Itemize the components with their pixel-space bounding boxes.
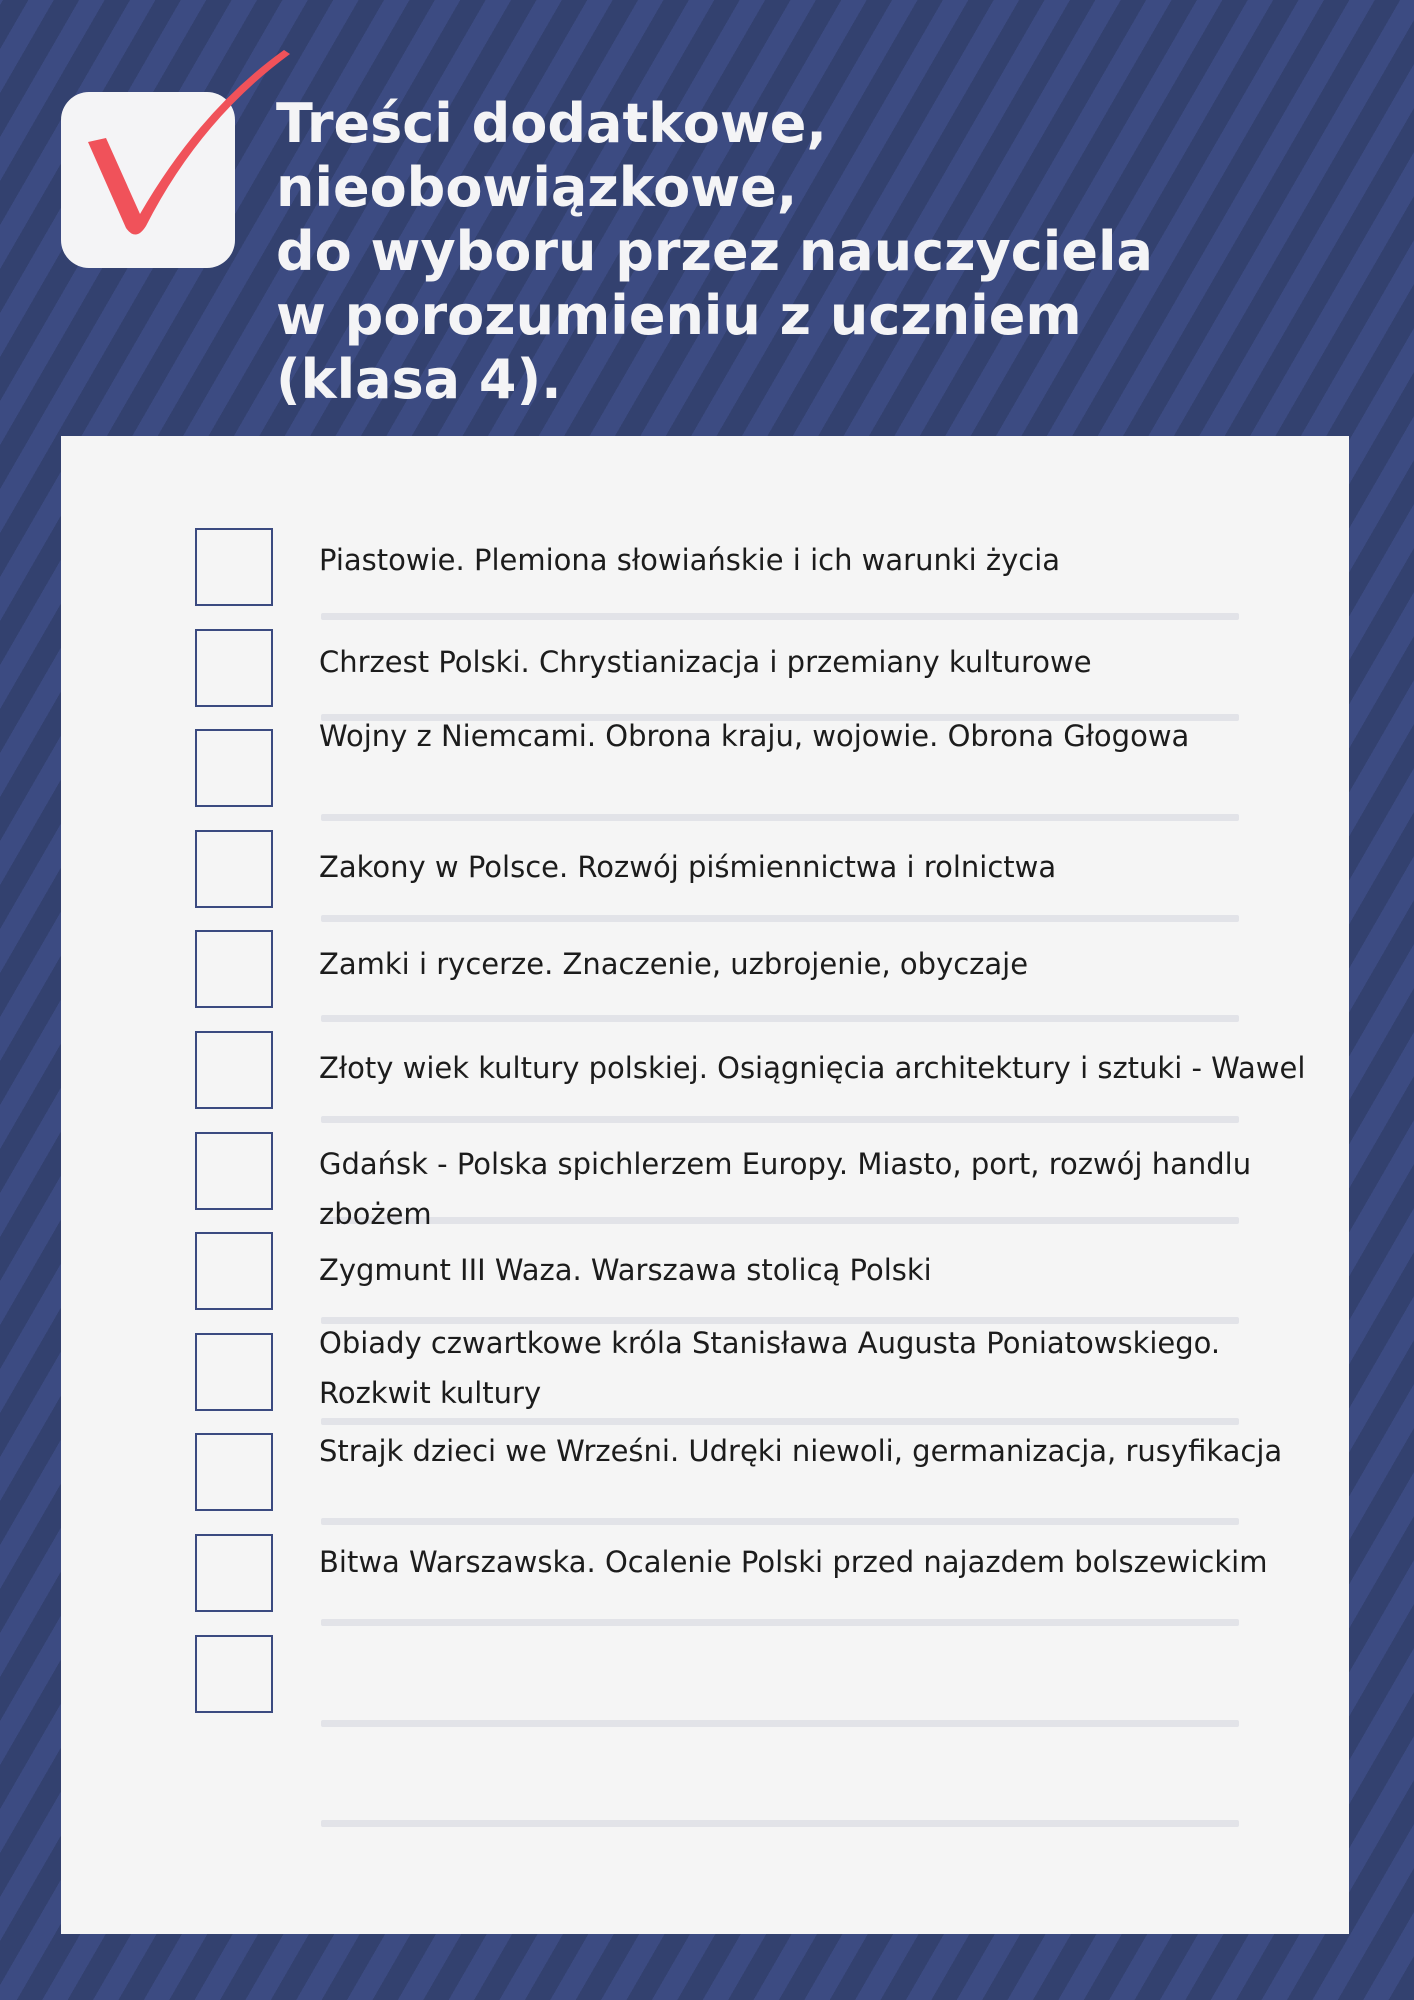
checklist-item-label: Piastowie. Plemiona słowiańskie i ich warunki życia — [319, 543, 1061, 577]
writing-line — [321, 1015, 1239, 1022]
checklist-item-label: Strajk dzieci we Wrześni. Udręki niewoli, germanizacja, rusyfikacja — [319, 1434, 1283, 1468]
checkbox[interactable] — [195, 1433, 273, 1511]
checkbox[interactable] — [195, 1031, 273, 1109]
writing-line — [321, 1820, 1239, 1827]
checkbox[interactable] — [195, 1132, 273, 1210]
writing-line — [321, 915, 1239, 922]
checklist-item-label: Zakony w Polsce. Rozwój piśmiennictwa i rolnictwa — [319, 850, 1057, 884]
writing-line — [321, 814, 1239, 821]
checklist-item-label: Zamki i rycerze. Znaczenie, uzbrojenie, obyczaje — [319, 947, 1029, 981]
checkbox[interactable] — [195, 1534, 273, 1612]
writing-line — [321, 613, 1239, 620]
checklist-item-label: Wojny z Niemcami. Obrona kraju, wojowie. Obrona Głogowa — [319, 719, 1190, 753]
title-line: nieobowiązkowe, — [276, 156, 798, 219]
writing-line — [321, 1619, 1239, 1626]
checkbox[interactable] — [195, 1232, 273, 1310]
checkbox[interactable] — [195, 930, 273, 1008]
page-title — [276, 92, 1153, 412]
checkmark-icon — [0, 0, 320, 300]
checkbox[interactable] — [195, 629, 273, 707]
writing-line — [321, 1720, 1239, 1727]
title-line: (klasa 4). — [276, 348, 562, 411]
title-line: do wyboru przez nauczyciela — [276, 220, 1153, 283]
writing-line — [321, 1518, 1239, 1525]
checklist-item-label: Bitwa Warszawska. Ocalenie Polski przed najazdem bolszewickim — [319, 1545, 1268, 1579]
checkbox[interactable] — [195, 528, 273, 606]
title-line: Treści dodatkowe, — [276, 92, 827, 155]
checkbox[interactable] — [195, 1635, 273, 1713]
checkbox[interactable] — [195, 1333, 273, 1411]
checklist-item-label: Obiady czwartkowe króla Stanisława Augusta Poniatowskiego. Rozkwit kultury — [319, 1326, 1221, 1410]
checklist-item-label: Zygmunt III Waza. Warszawa stolicą Polski — [319, 1253, 932, 1287]
checkbox[interactable] — [195, 729, 273, 807]
writing-line — [321, 1116, 1239, 1123]
title-line: w porozumieniu z uczniem — [276, 284, 1082, 347]
checklist-item-label: Złoty wiek kultury polskiej. Osiągnięcia architektury i sztuki - Wawel — [319, 1051, 1306, 1085]
checkbox[interactable] — [195, 830, 273, 908]
writing-line — [321, 1418, 1239, 1425]
checklist-item-label: Chrzest Polski. Chrystianizacja i przemiany kulturowe — [319, 645, 1092, 679]
checklist-item-label: Gdańsk - Polska spichlerzem Europy. Miasto, port, rozwój handlu zbożem — [319, 1147, 1252, 1231]
